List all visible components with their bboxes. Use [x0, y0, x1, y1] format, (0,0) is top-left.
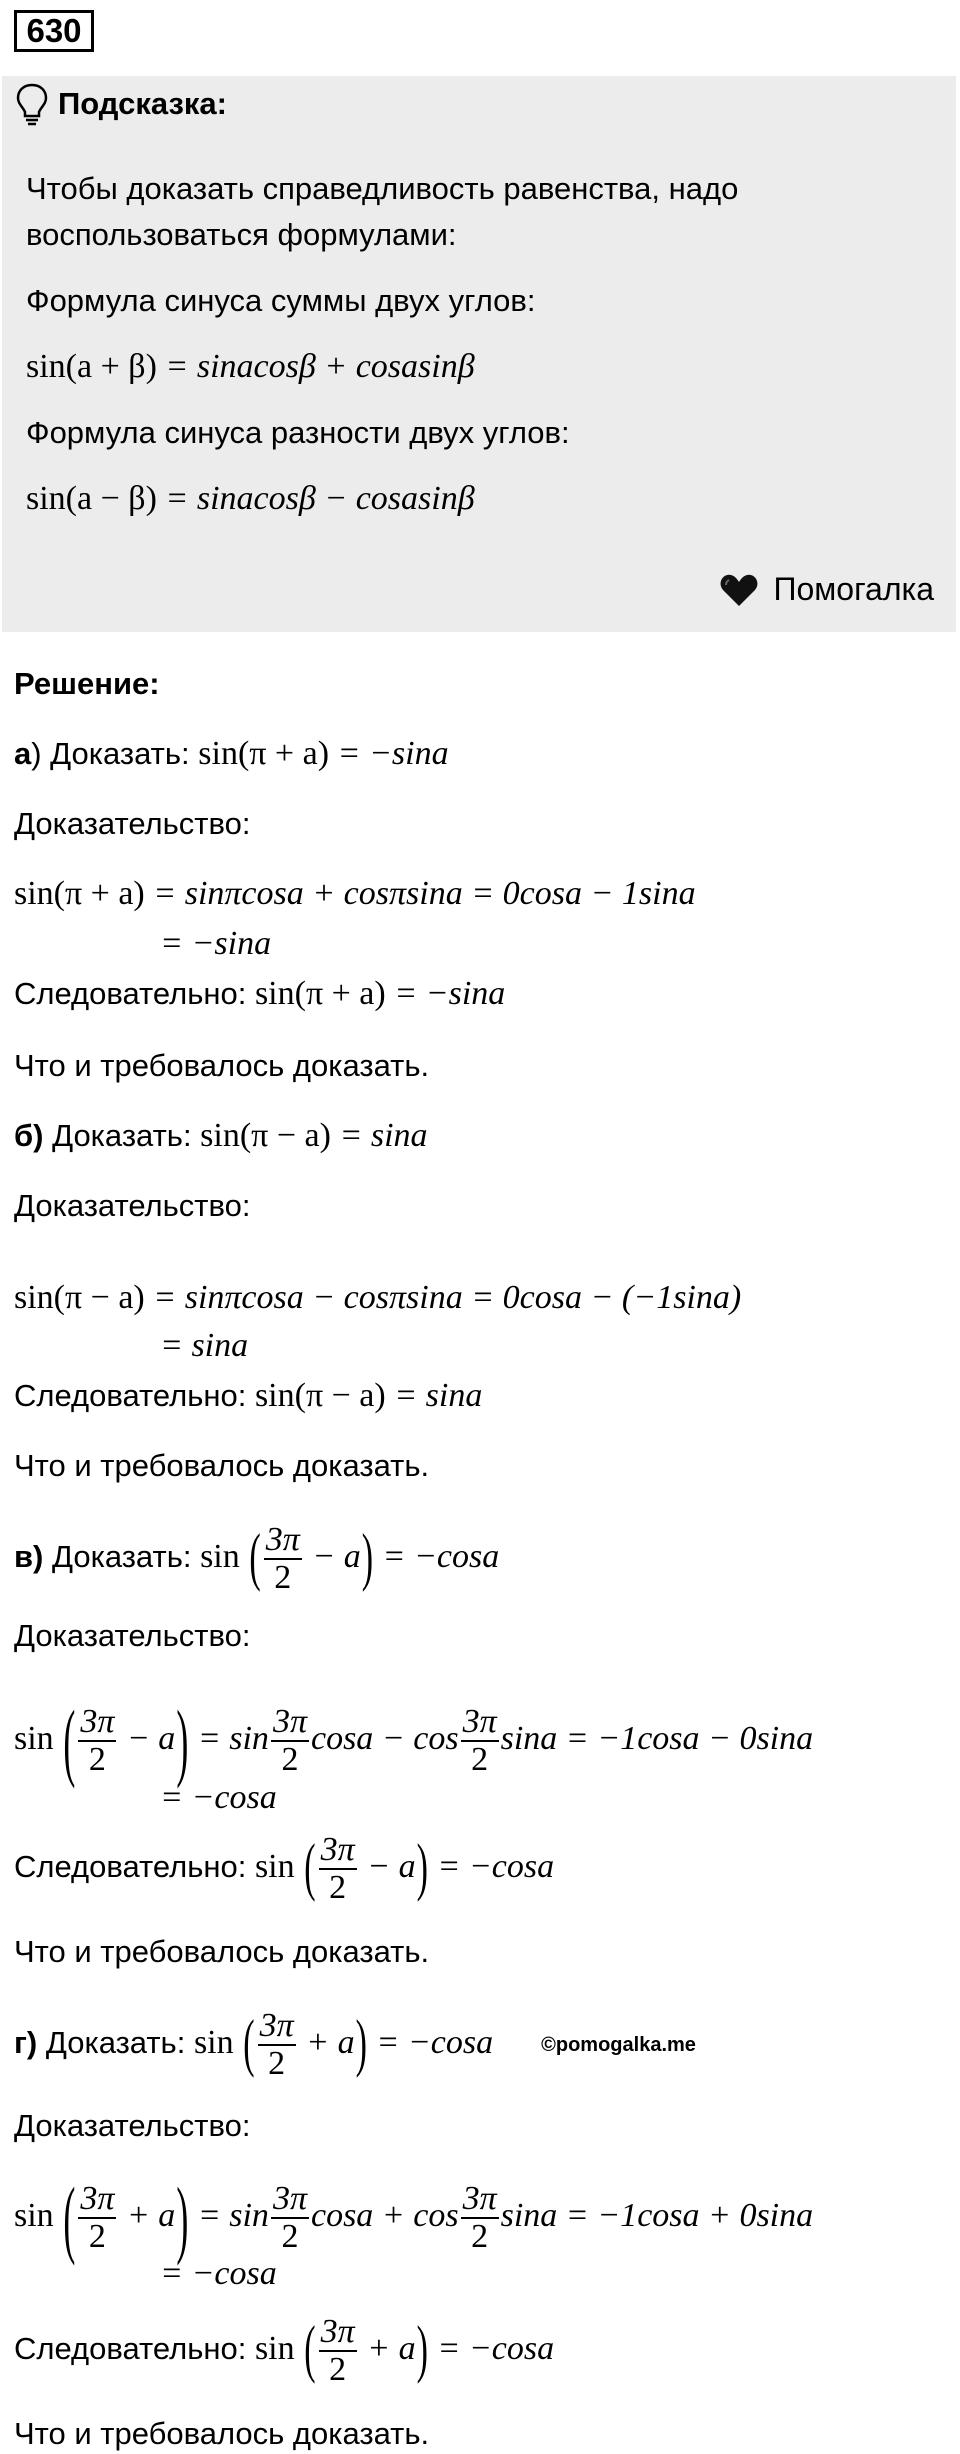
- part-v-qed: Что и требовалось доказать.: [14, 1934, 430, 1969]
- hint-box: [2, 76, 956, 632]
- heart-icon: [719, 572, 759, 608]
- part-a-calc-1: sin(π + a) = sinπcosa + cosπsina = 0cosa − 1sina: [14, 875, 696, 912]
- part-v-calc-2: = −cosa: [160, 1779, 277, 1816]
- part-v-proof-word: Доказательство:: [14, 1618, 251, 1653]
- part-g-statement: г) Доказать: sin ( $\frac{3\pi}{2}$ + a) = −cosa ©pomogalka.me: [14, 2007, 696, 2082]
- part-v-therefore: Следовательно: sin ( $\frac{3\pi}{2}$ − a) = −cosa: [14, 1831, 555, 1906]
- hint-header: [14, 82, 227, 126]
- part-a-calc-2: = −sina: [160, 925, 272, 962]
- part-g-qed: Что и требовалось доказать.: [14, 2416, 430, 2451]
- part-b-calc-2: = sina: [160, 1327, 249, 1364]
- hint-body: [26, 166, 936, 522]
- solution-heading: Решение:: [14, 666, 160, 701]
- hint-sum-formula: sin(a + β) = sinacosβ + cosasinβ: [26, 348, 475, 385]
- task-number: 630: [14, 10, 94, 52]
- part-v-calc-1: sin ( $\frac{3\pi}{2}$ − a) = sin $\frac{3\pi}{2}$ cosa − cos $\frac{3\pi}{2}$ sina = −1cosa − 0sina: [14, 1692, 814, 1789]
- part-a-qed: Что и требовалось доказать.: [14, 1048, 430, 1083]
- part-a-statement: а) Доказать: sin(π + a) = −sina: [14, 735, 449, 772]
- part-b-calc-1: sin(π − a) = sinπcosa − cosπsina = 0cosa − (−1sina): [14, 1279, 742, 1316]
- part-b-therefore: Следовательно: sin(π − a) = sina: [14, 1377, 483, 1414]
- hint-diff-label: Формула синуса разности двух углов:: [26, 415, 570, 450]
- part-b-statement: б) Доказать: sin(π − a) = sina: [14, 1117, 428, 1154]
- part-b-qed: Что и требовалось доказать.: [14, 1448, 430, 1483]
- part-g-therefore: Следовательно: sin ( $\frac{3\pi}{2}$ + a) = −cosa: [14, 2313, 555, 2388]
- part-a-therefore: Следовательно: sin(π + a) = −sina: [14, 975, 506, 1012]
- lightbulb-icon: [14, 82, 50, 126]
- hint-diff-formula: sin(a − β) = sinacosβ − cosasinβ: [26, 480, 475, 517]
- part-b-proof-word: Доказательство:: [14, 1188, 251, 1223]
- brand-name: Помогалка: [773, 571, 934, 607]
- part-g-calc-2: = −cosa: [160, 2255, 277, 2292]
- part-g-calc-1: sin ( $\frac{3\pi}{2}$ + a) = sin $\frac{3\pi}{2}$ cosa + cos $\frac{3\pi}{2}$ sina = −1cosa + 0sina: [14, 2169, 814, 2266]
- part-a-proof-word: Доказательство:: [14, 806, 251, 841]
- watermark: ©pomogalka.me: [541, 2033, 696, 2056]
- hint-sum-label: Формула синуса суммы двух углов:: [26, 283, 536, 318]
- part-g-proof-word: Доказательство:: [14, 2108, 251, 2143]
- part-v-statement: в) Доказать: sin ( $\frac{3\pi}{2}$ − a) = −cosa: [14, 1521, 500, 1596]
- brand-link[interactable]: [719, 571, 934, 608]
- hint-title: Подсказка:: [58, 86, 227, 121]
- hint-intro: Чтобы доказать справедливость равенства, надо воспользоваться формулами:: [26, 171, 739, 252]
